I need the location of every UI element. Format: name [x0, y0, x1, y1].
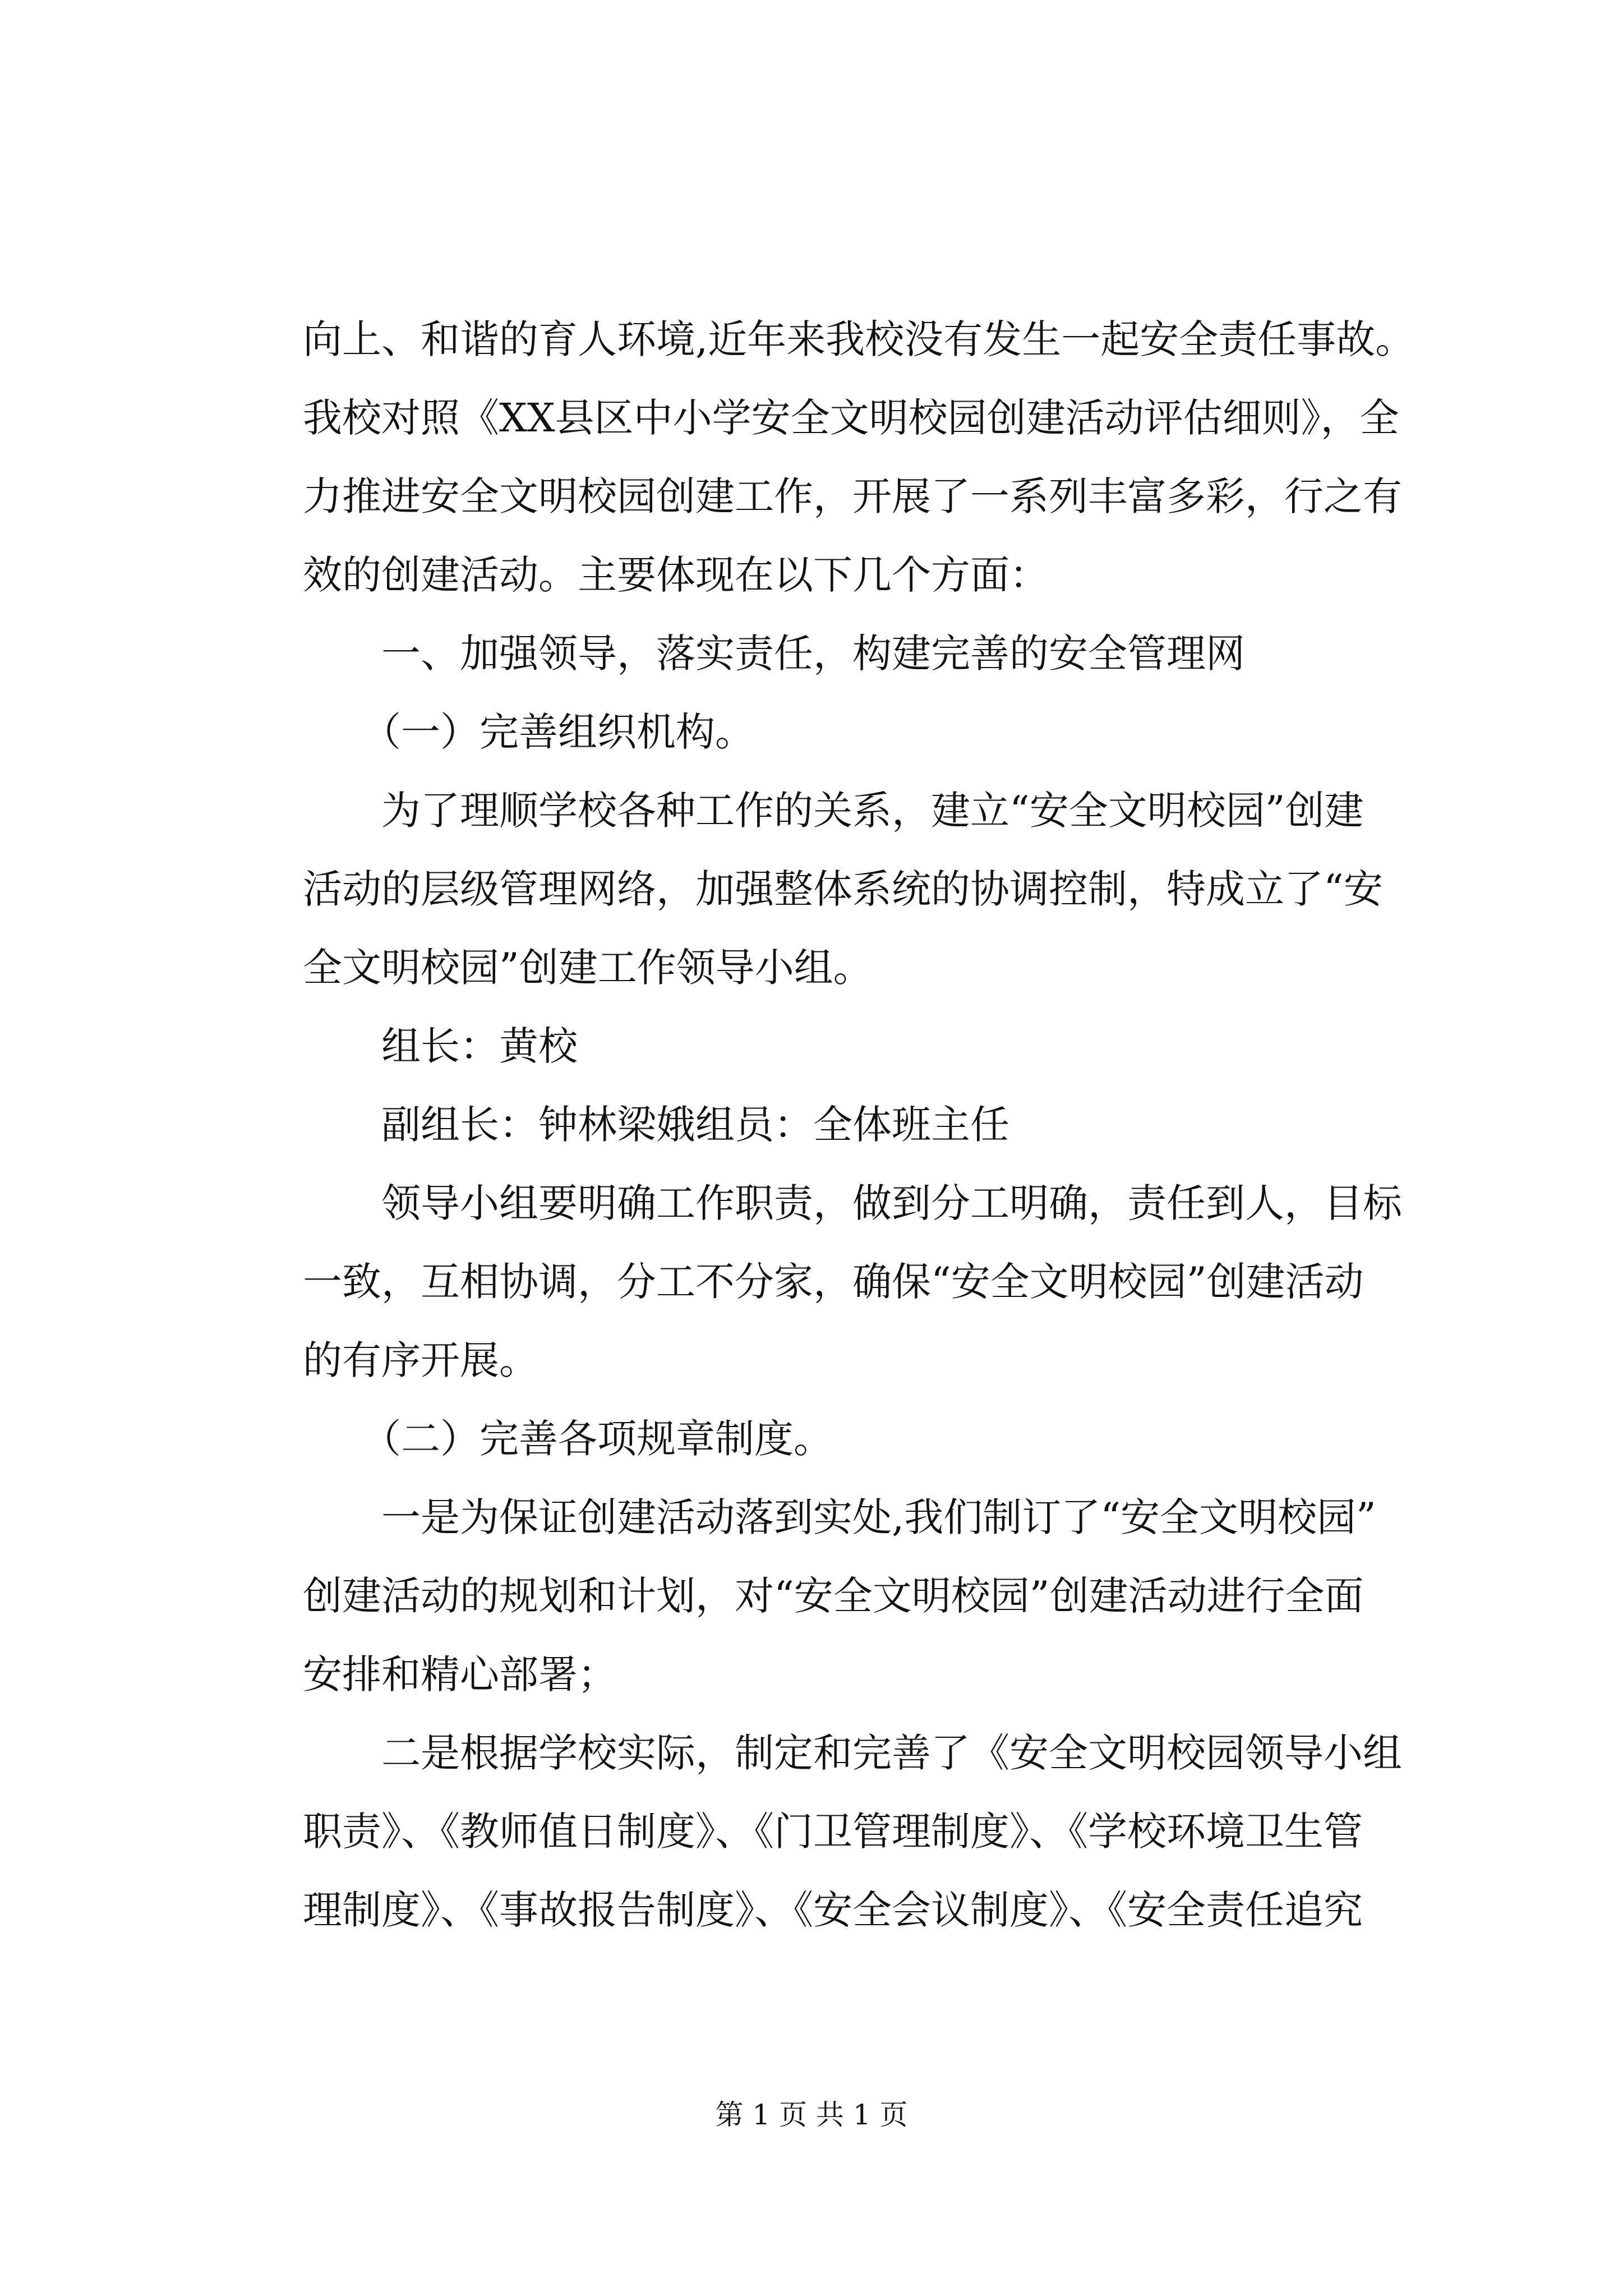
text-line: 为了理顺学校各种工作的关系，建立“安全文明校园”创建 — [303, 788, 1364, 834]
text-line: （二）完善各项规章制度。 — [303, 1416, 833, 1462]
text-line: 一、加强领导，落实责任，构建完善的安全管理网 — [303, 631, 1245, 677]
text-line: 职责》、《教师值日制度》、《门卫管理制度》、《学校环境卫生管 — [303, 1809, 1363, 1855]
text-line: 二是根据学校实际，制定和完善了《安全文明校园领导小组 — [303, 1730, 1402, 1776]
text-line: 力推进安全文明校园创建工作，开展了一系列丰富多彩，行之有 — [303, 473, 1402, 519]
text-line: 的有序开展。 — [303, 1337, 538, 1383]
page-footer: 第 1 页 共 1 页 — [715, 2099, 908, 2131]
document-body — [303, 300, 1419, 1949]
text-line: 安排和精心部署； — [303, 1651, 617, 1697]
text-line: 创建活动的规划和计划，对“安全文明校园”创建活动进行全面 — [303, 1573, 1364, 1619]
text-line: 领导小组要明确工作职责，做到分工明确，责任到人，目标 — [303, 1180, 1402, 1226]
text-line: 一致，互相协调，分工不分家，确保“安全文明校园”创建活动 — [303, 1259, 1364, 1305]
text-line: 我校对照《XX县区中小学安全文明校园创建活动评估细则》，全 — [303, 395, 1399, 441]
text-line: 组长：黄校 — [303, 1023, 578, 1069]
text-line: 向上、和谐的育人环境,近年来我校没有发生一起安全责任事故。 — [303, 316, 1415, 362]
text-line: （一）完善组织机构。 — [303, 709, 754, 755]
text-line: 副组长：钟林梁娥组员：全体班主任 — [303, 1102, 1009, 1148]
text-line: 一是为保证创建活动落到实处,我们制订了“安全文明校园” — [303, 1494, 1376, 1540]
text-line: 活动的层级管理网络，加强整体系统的协调控制，特成立了“安 — [303, 866, 1383, 912]
text-line: 效的创建活动。主要体现在以下几个方面： — [303, 552, 1049, 598]
text-line: 理制度》、《事故报告制度》、《安全会议制度》、《安全责任追究 — [303, 1887, 1363, 1933]
text-line: 全文明校园”创建工作领导小组。 — [303, 945, 873, 991]
